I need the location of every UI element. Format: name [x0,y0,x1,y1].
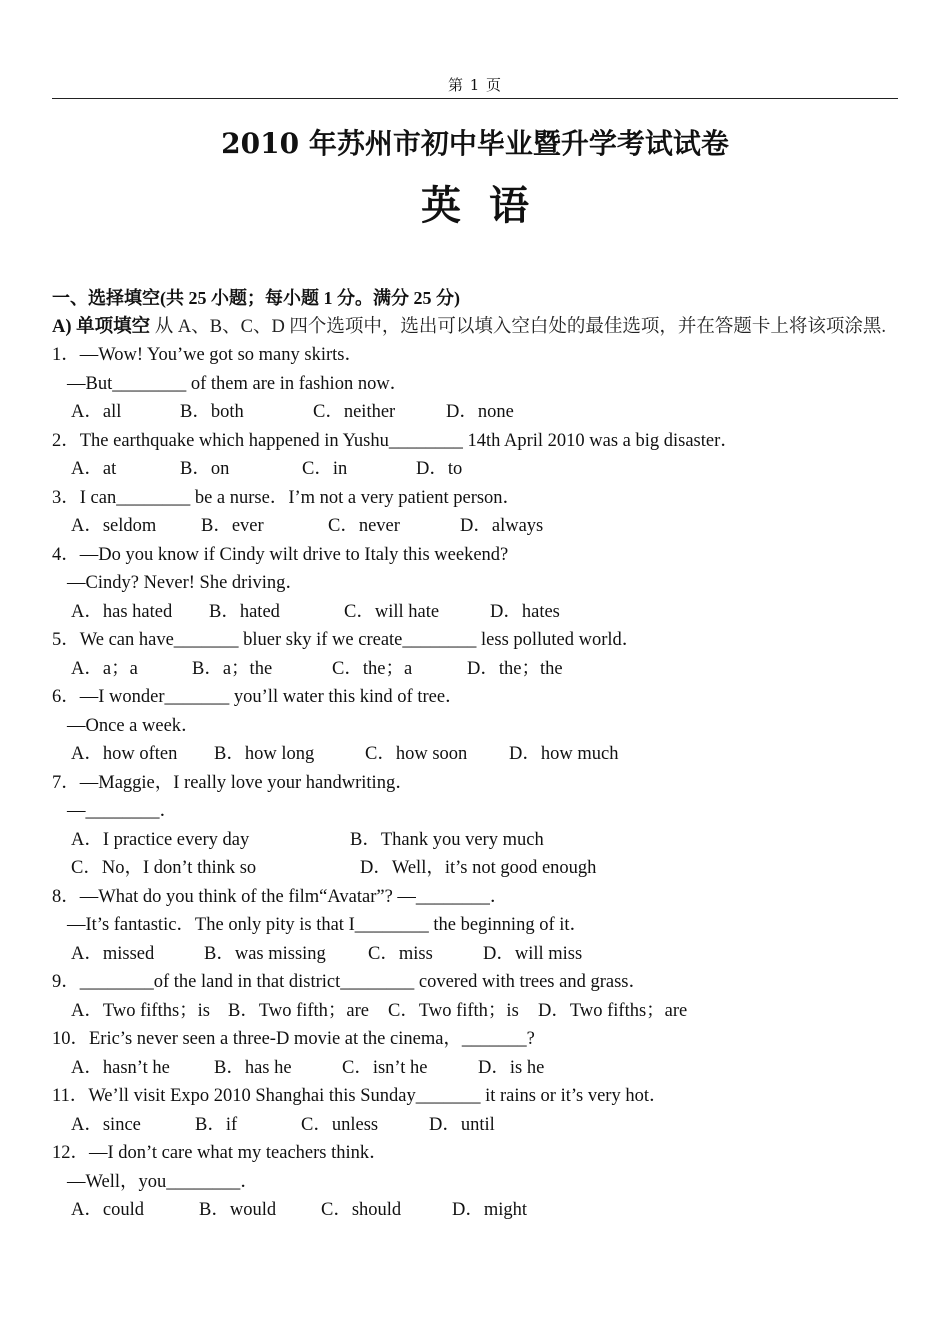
question-item [52,968,922,1025]
subject-title: 英语 [421,182,557,229]
question-item [52,683,922,769]
option-row [52,740,922,769]
question-stem: 9．________of the land in that district________ covered with trees and grass． [52,972,647,992]
answer-option: C．Two fifth；is [388,1000,519,1021]
option-row [52,940,922,969]
answer-option: B．both [180,402,244,422]
question-list [52,341,922,1225]
answer-option: D．always [460,516,544,536]
section-instruction [52,313,922,342]
question-item [52,769,922,883]
answer-option: A．hasn’t he [71,1057,170,1078]
answer-option: C．neither [313,402,396,422]
answer-option: A．could [71,1200,144,1220]
question-item [52,541,922,627]
option-row [52,598,922,627]
answer-option: C．No，I don’t think so [71,858,257,878]
option-row [52,398,922,427]
question-continuation: —Well，you________． [67,1171,259,1192]
question-stem: 12．—I don’t care what my teachers think． [52,1143,388,1163]
page-number: 第 1 页 [447,76,503,94]
answer-option: C．should [321,1200,402,1220]
question-item [52,1082,922,1139]
answer-option: D．Well，it’s not good enough [360,858,597,878]
instruction-text: 从 A、B、C、D 四个选项中，选出可以填入空白处的最佳选项，并在答题卡上将该项涂黑. [150,316,887,337]
answer-option: A．all [71,402,122,422]
header-divider [52,98,898,99]
answer-option: A．missed [71,943,155,964]
answer-option: A．I practice every day [71,829,250,850]
answer-option: C．the；a [332,658,413,679]
answer-option: D．is he [478,1057,545,1078]
option-row [52,826,922,855]
question-stem: 1．—Wow! You’we got so many skirts． [52,345,363,365]
answer-option: B．was missing [204,943,326,964]
option-row [52,854,922,883]
part-label: A) 单项填空 [52,316,151,337]
answer-option: C．miss [368,943,433,964]
answer-option: B．would [199,1200,277,1220]
question-item [52,626,922,683]
exam-content [52,284,922,1225]
question-stem: 7．—Maggie，I really love your handwriting． [52,772,414,793]
option-row [52,1111,922,1140]
page-header [52,74,898,95]
answer-option: B．a；the [192,658,273,679]
answer-option: D．Two fifths；are [538,1000,688,1021]
question-stem: 3．I can________ be a nurse．I’m not a very patient person． [52,487,522,508]
answer-option: B．Thank you very much [350,829,544,850]
question-stem: 5．We can have_______ bluer sky if we create________ less polluted world． [52,630,641,650]
answer-option: D．will miss [483,943,583,964]
answer-option: B．how long [214,744,315,764]
option-row [52,1196,922,1225]
question-continuation: —________． [67,801,179,821]
question-item [52,1139,922,1225]
answer-option: D．none [446,402,514,422]
question-item [52,484,922,541]
question-stem: 2．The earthquake which happened in Yushu________ 14th April 2010 was a big disaster． [52,430,739,451]
answer-option: A．since [71,1114,141,1135]
answer-option: D．how much [509,744,619,764]
answer-option: C．how soon [365,744,468,764]
question-continuation: —It’s fantastic．The only pity is that I________ the beginning of it． [67,915,589,935]
answer-option: A．at [71,459,117,479]
answer-option: B．hated [209,601,280,622]
answer-option: D．to [416,459,463,479]
question-stem: 6．—I wonder_______ you’ll water this kind of tree． [52,687,464,707]
answer-option: A．Two fifths；is [71,1000,210,1021]
question-stem: 8．—What do you think of the film“Avatar”? —________． [52,886,509,907]
answer-option: B．Two fifth；are [228,1000,370,1021]
answer-option: A．how often [71,744,178,764]
answer-option: A．has hated [71,601,173,622]
answer-option: D．might [452,1200,528,1220]
answer-option: D．hates [490,601,560,622]
option-row [52,655,922,684]
answer-option: C．will hate [344,601,440,622]
answer-option: D．until [429,1114,495,1135]
answer-option: D．the；the [467,658,563,679]
option-row [52,455,922,484]
answer-option: C．in [302,459,348,479]
answer-option: A．seldom [71,516,157,536]
answer-option: C．isn’t he [342,1057,428,1078]
question-item [52,1025,922,1082]
option-row [52,512,922,541]
answer-option: B．has he [214,1057,292,1078]
question-continuation: —But________ of them are in fashion now． [67,373,409,394]
question-continuation: —Cindy? Never! She driving． [67,573,304,593]
answer-option: C．never [328,516,400,536]
question-stem: 10．Eric’s never seen a three-D movie at the cinema，_______? [52,1029,535,1049]
section-title: 一、选择填空(共 25 小题；每小题 1 分。满分 25 分) [52,288,460,308]
answer-option: B．ever [201,516,264,536]
answer-option: A．a；a [71,658,138,679]
answer-option: B．on [180,459,230,479]
answer-option: C．unless [301,1114,379,1135]
question-item [52,341,922,427]
answer-option: B．if [195,1114,238,1135]
question-stem: 11．We’ll visit Expo 2010 Shanghai this Sunday_______ it rains or it’s very hot． [52,1086,668,1106]
question-item [52,427,922,484]
question-item [52,883,922,969]
option-row [52,1054,922,1083]
question-stem: 4．—Do you know if Cindy wilt drive to Italy this weekend? [52,544,509,565]
exam-title: 2010 年苏州市初中毕业暨升学考试试卷 [221,127,729,160]
option-row [52,997,922,1026]
question-continuation: —Once a week． [67,715,200,736]
